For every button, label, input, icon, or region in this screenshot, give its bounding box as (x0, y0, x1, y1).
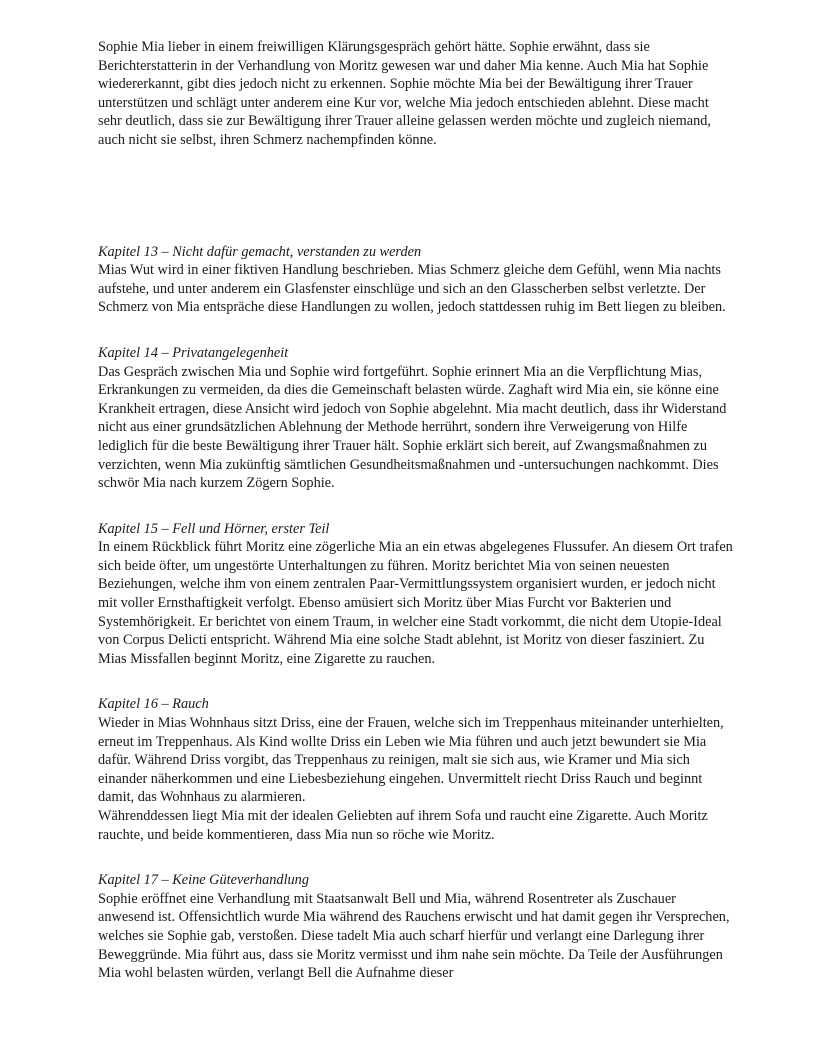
spacer (98, 493, 734, 520)
chapter-paragraph: Sophie eröffnet eine Verhandlung mit Staatsanwalt Bell und Mia, während Rosentreter als Zuschauer anwesend ist. Offensichtlich wurde Mia während des Rauchens erwischt und hat damit gegen ihr Versprechen, welches sie Sophie gab, verstoßen. Diese tadelt Mia auch scharf hierfür und verlangt eine Darlegung ihrer Beweggründe. Mia führt aus, dass sie Moritz vermisst und ihm nahe sein möchte. Da Teile der Ausführungen Mia wohl belasten würden, verlangt Bell die Aufnahme dieser (98, 890, 730, 982)
document-page (98, 38, 734, 983)
chapter-paragraph: Wieder in Mias Wohnhaus sitzt Driss, eine der Frauen, welche sich im Treppenhaus miteinander unterhielten, erneut im Treppenhaus. Als Kind wollte Driss ein Leben wie Mia führen und auch jetzt bewundert sie Mia dafür. Während Driss vorgibt, das Treppenhaus zu reinigen, malt sie sich aus, wie Kramer und Mia sich einander näherkommen und eine Liebesbeziehung eingehen. Unvermittelt riecht Driss Rauch und beginnt damit, das Wohnhaus zu alarmieren. (98, 715, 724, 806)
spacer (98, 150, 734, 243)
chapter-heading: Kapitel 13 – Nicht dafür gemacht, verstanden zu werden (98, 243, 422, 260)
chapter-16 (98, 695, 734, 844)
chapter-13 (98, 243, 734, 317)
spacer (98, 844, 734, 871)
intro-paragraph: Sophie Mia lieber in einem freiwilligen Klärungsgespräch gehört hätte. Sophie erwähnt, dass sie Berichterstatterin in der Verhandlung von Moritz gewesen war und daher Mia kenne. Auch Mia hat Sophie wiedererkannt, gibt dies jedoch nicht zu erkennen. Sophie möchte Mia bei der Bewältigung ihrer Trauer unterstützen und schlägt unter anderem eine Kur vor, welche Mia jedoch entschieden ablehnt. Diese macht sehr deutlich, dass sie zur Bewältigung ihrer Trauer alleine gelassen werden möchte und zugleich niemand, auch nicht sie selbst, ihren Schmerz nachempfinden könne. (98, 39, 711, 148)
chapter-paragraph: In einem Rückblick führt Moritz eine zögerliche Mia an ein etwas abgelegenes Flussufer. An diesem Ort trafen sich beide öfter, um ungestörte Unterhaltungen zu führen. Moritz berichtet Mia von seinen neuesten Beziehungen, welche ihm von einem zentralen Paar-Vermittlungssystem organisiert wurden, er jedoch nicht mit voller Ernsthaftigkeit verfolgt. Ebenso amüsiert sich Moritz über Mias Furcht vor Bakterien und Systemhörigkeit. Er berichtet von einem Traum, in welcher eine Stadt vorkommt, die nicht dem Utopie-Ideal von Corpus Delicti entspricht. Während Mia eine solche Stadt ablehnt, ist Moritz von dieser fasziniert. Zu Mias Missfallen beginnt Moritz, eine Zigarette zu rauchen. (98, 539, 733, 667)
chapter-17 (98, 871, 734, 983)
spacer (98, 668, 734, 695)
chapter-paragraph: Das Gespräch zwischen Mia und Sophie wird fortgeführt. Sophie erinnert Mia an die Verpflichtung Mias, Erkrankungen zu vermeiden, da dies die Gemeinschaft belasten würde. Zaghaft wird Mia ein, sie könne eine Krankheit ertragen, diese Ansicht wird jedoch von Sophie abgelehnt. Mia macht deutlich, dass ihr Widerstand nicht aus einer grundsätzlichen Ablehnung der Methode herrührt, sondern ihre Verweigerung von Hilfe lediglich für die beste Bewältigung ihrer Trauer hält. Sophie erklärt sich bereit, auf Zwangsmaßnahmen zu verzichten, wenn Mia zukünftig sämtlichen Gesundheitsmaßnahmen und -untersuchungen nachkommt. Dies schwör Mia nach kurzem Zögern Sophie. (98, 363, 727, 492)
chapter-heading: Kapitel 15 – Fell und Hörner, erster Teil (98, 520, 330, 537)
chapter-15 (98, 520, 734, 669)
chapter-heading: Kapitel 16 – Rauch (98, 696, 209, 713)
chapter-paragraph: Mias Wut wird in einer fiktiven Handlung beschrieben. Mias Schmerz gleiche dem Gefühl, wenn Mia nachts aufstehe, und unter anderem ein Glasfenster einschlüge und sich an den Glasscherben selbst verletzte. Der Schmerz von Mia entspräche diese Handlungen zu wollen, jedoch stattdessen ruhig im Bett liegen zu bleiben. (98, 262, 726, 316)
chapter-14 (98, 344, 734, 493)
chapter-heading: Kapitel 17 – Keine Güteverhandlung (98, 872, 309, 889)
spacer (98, 317, 734, 344)
chapter-heading: Kapitel 14 – Privatangelegenheit (98, 344, 289, 361)
chapter-paragraph: Währenddessen liegt Mia mit der idealen Geliebten auf ihrem Sofa und raucht eine Zigarette. Auch Moritz rauchte, und beide kommentieren, dass Mia nun so röche wie Moritz. (98, 808, 708, 843)
